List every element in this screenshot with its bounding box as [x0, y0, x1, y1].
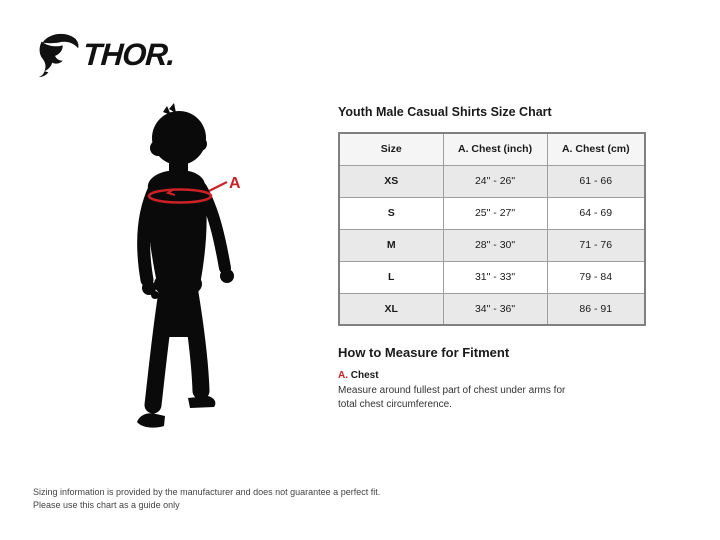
chest-measure-label: A [229, 175, 241, 192]
chest-cm-value: 61 - 66 [547, 165, 645, 197]
size-value: XS [339, 165, 443, 197]
disclaimer-footer [33, 486, 380, 512]
table-row-xl [339, 293, 645, 325]
measure-item-label [338, 370, 653, 381]
chest-inch-value: 31" - 33" [443, 261, 547, 293]
chest-cm-value: 71 - 76 [547, 229, 645, 261]
how-to-measure-heading: How to Measure for Fitment [338, 345, 510, 360]
table-row-m [339, 229, 645, 261]
chest-cm-value: 79 - 84 [547, 261, 645, 293]
chest-inch-value: 34" - 36" [443, 293, 547, 325]
column-header-chest-inch: A. Chest (inch) [443, 133, 547, 165]
thor-logo [33, 30, 174, 78]
table-row-s [339, 197, 645, 229]
chest-cm-value: 64 - 69 [547, 197, 645, 229]
table-header-row [339, 133, 645, 165]
thor-ram-icon [33, 30, 81, 78]
size-value: S [339, 197, 443, 229]
measure-item-name: Chest [350, 370, 379, 381]
disclaimer-line-2: Please use this chart as a guide only [33, 500, 180, 511]
chest-inch-value: 24" - 26" [443, 165, 547, 197]
size-value: XL [339, 293, 443, 325]
size-value: M [339, 229, 443, 261]
size-chart-table [338, 132, 646, 326]
chest-inch-value: 28" - 30" [443, 229, 547, 261]
size-value: L [339, 261, 443, 293]
chest-inch-value: 25" - 27" [443, 197, 547, 229]
table-row-l [339, 261, 645, 293]
column-header-size: Size [339, 133, 443, 165]
chest-cm-value: 86 - 91 [547, 293, 645, 325]
column-header-chest-cm: A. Chest (cm) [547, 133, 645, 165]
table-row-xs [339, 165, 645, 197]
youth-silhouette-graphic [110, 85, 300, 430]
thor-logo-text: THOR. [81, 36, 176, 72]
disclaimer-line-1: Sizing information is provided by the manufacturer and does not guarantee a perfect fit. [33, 487, 381, 497]
youth-silhouette-figure [110, 85, 300, 430]
how-to-measure-section [338, 345, 653, 412]
measure-item-key: A. [338, 370, 348, 381]
size-chart-content [338, 105, 653, 412]
size-chart-title: Youth Male Casual Shirts Size Chart [338, 105, 552, 119]
measure-item-description: Measure around fullest part of chest under arms for total chest circumference. [338, 385, 566, 410]
